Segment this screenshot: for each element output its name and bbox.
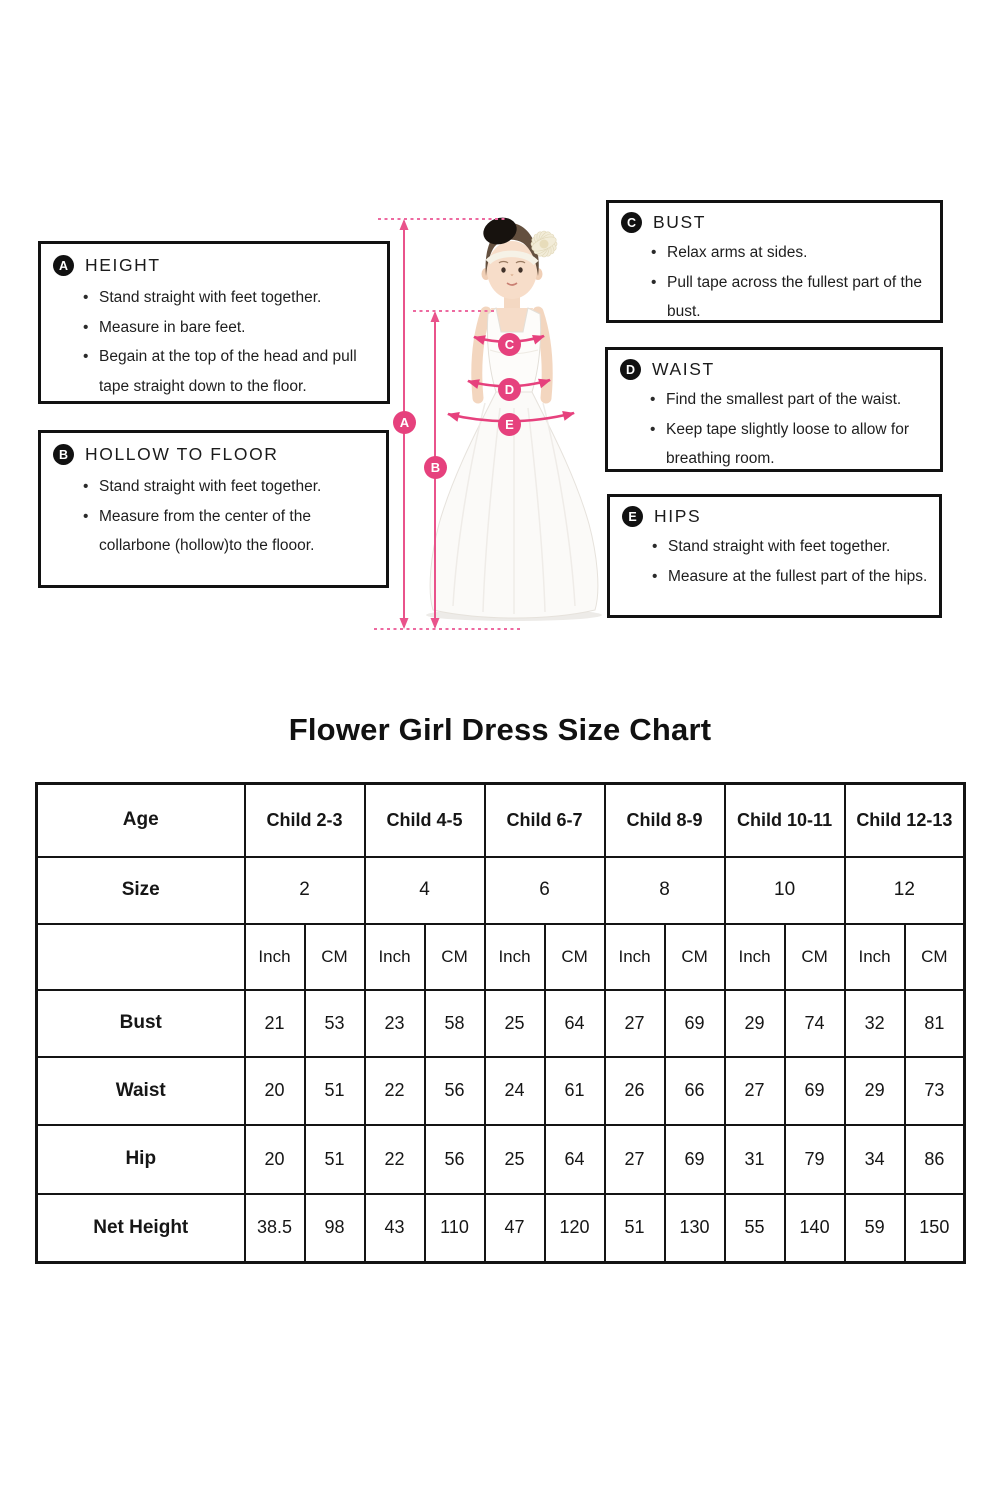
letter-c-badge: C xyxy=(621,212,642,233)
figure-marker-d: D xyxy=(498,378,521,401)
unit-cell: Inch xyxy=(605,924,665,990)
table-row xyxy=(37,1125,965,1194)
size-cell: 6 xyxy=(485,857,605,924)
measurement-value-cell: 69 xyxy=(665,990,725,1057)
measurement-value-cell: 56 xyxy=(425,1125,485,1194)
height-box-title-row xyxy=(53,255,379,276)
waist-box-title: WAIST xyxy=(652,359,715,379)
hollow-to-floor-instruction-box xyxy=(38,430,389,588)
measurement-value-cell: 51 xyxy=(305,1057,365,1125)
measurement-value-cell: 150 xyxy=(905,1194,965,1263)
measure-row-label: Hip xyxy=(37,1125,245,1194)
measurement-value-cell: 38.5 xyxy=(245,1194,305,1263)
age-group-cell: Child 2-3 xyxy=(245,784,365,857)
measurement-value-cell: 130 xyxy=(665,1194,725,1263)
age-group-cell: Child 10-11 xyxy=(725,784,845,857)
measurement-value-cell: 140 xyxy=(785,1194,845,1263)
measurement-value-cell: 24 xyxy=(485,1057,545,1125)
measurement-value-cell: 27 xyxy=(605,990,665,1057)
measurement-value-cell: 26 xyxy=(605,1057,665,1125)
measurement-value-cell: 61 xyxy=(545,1057,605,1125)
table-row xyxy=(37,784,965,857)
bullet-item: • Relax arms at sides. xyxy=(651,238,932,268)
figure-marker-a: A xyxy=(393,411,416,434)
measurement-value-cell: 69 xyxy=(665,1125,725,1194)
waist-box-title-row xyxy=(620,359,932,380)
measurement-value-cell: 23 xyxy=(365,990,425,1057)
table-row xyxy=(37,857,965,924)
empty-corner-cell xyxy=(37,924,245,990)
size-chart-title: Flower Girl Dress Size Chart xyxy=(288,712,712,747)
unit-cell: Inch xyxy=(485,924,545,990)
measurement-value-cell: 110 xyxy=(425,1194,485,1263)
unit-cell: Inch xyxy=(245,924,305,990)
figure-marker-e: E xyxy=(498,413,521,436)
measurement-value-cell: 22 xyxy=(365,1057,425,1125)
age-group-cell: Child 12-13 xyxy=(845,784,965,857)
bust-box-title-row xyxy=(621,212,932,233)
measurement-value-cell: 51 xyxy=(305,1125,365,1194)
measure-row-label: Waist xyxy=(37,1057,245,1125)
bullet-item: • Stand straight with feet together. xyxy=(83,472,378,502)
size-chart-table-body xyxy=(37,784,965,1263)
age-group-cell: Child 6-7 xyxy=(485,784,605,857)
letter-e-badge: E xyxy=(622,506,643,527)
letter-b-badge: B xyxy=(53,444,74,465)
hips-box-title-row xyxy=(622,506,931,527)
age-group-cell: Child 8-9 xyxy=(605,784,725,857)
table-row xyxy=(37,924,965,990)
measurement-value-cell: 34 xyxy=(845,1125,905,1194)
hollow-box-title-row xyxy=(53,444,378,465)
measurement-value-cell: 59 xyxy=(845,1194,905,1263)
unit-cell: CM xyxy=(425,924,485,990)
unit-cell: Inch xyxy=(365,924,425,990)
measurement-value-cell: 51 xyxy=(605,1194,665,1263)
letter-a-badge: A xyxy=(53,255,74,276)
measurement-value-cell: 25 xyxy=(485,1125,545,1194)
bullet-item: • Stand straight with feet together. xyxy=(83,283,379,313)
measurement-value-cell: 20 xyxy=(245,1057,305,1125)
unit-cell: Inch xyxy=(845,924,905,990)
height-instruction-box xyxy=(38,241,390,404)
bust-bullet-list xyxy=(651,238,932,327)
measurement-value-cell: 31 xyxy=(725,1125,785,1194)
size-chart-table xyxy=(35,782,966,1264)
bullet-item: • Keep tape slightly loose to allow for breathing room. xyxy=(650,415,932,474)
measurement-value-cell: 21 xyxy=(245,990,305,1057)
table-row xyxy=(37,1057,965,1125)
hollow-bullet-list xyxy=(83,472,378,561)
size-cell: 12 xyxy=(845,857,965,924)
size-cell: 2 xyxy=(245,857,365,924)
unit-cell: Inch xyxy=(725,924,785,990)
measurement-value-cell: 64 xyxy=(545,990,605,1057)
hips-bullet-list xyxy=(652,532,931,591)
bullet-item: • Measure in bare feet. xyxy=(83,313,379,343)
waist-instruction-box xyxy=(605,347,943,472)
measurement-value-cell: 27 xyxy=(605,1125,665,1194)
hollow-box-title: HOLLOW TO FLOOR xyxy=(85,444,279,464)
hips-box-title: HIPS xyxy=(654,506,702,526)
bullet-item: • Find the smallest part of the waist. xyxy=(650,385,932,415)
table-row xyxy=(37,990,965,1057)
measurement-value-cell: 43 xyxy=(365,1194,425,1263)
measurement-value-cell: 27 xyxy=(725,1057,785,1125)
size-cell: 10 xyxy=(725,857,845,924)
unit-cell: CM xyxy=(545,924,605,990)
bust-instruction-box xyxy=(606,200,943,323)
measurement-value-cell: 120 xyxy=(545,1194,605,1263)
figure-marker-c: C xyxy=(498,333,521,356)
measurement-value-cell: 22 xyxy=(365,1125,425,1194)
bullet-item: • Measure from the center of the collarbone (hollow)to the flooor. xyxy=(83,502,378,561)
measurement-value-cell: 74 xyxy=(785,990,845,1057)
measurement-value-cell: 53 xyxy=(305,990,365,1057)
measurement-value-cell: 20 xyxy=(245,1125,305,1194)
size-row-label: Size xyxy=(37,857,245,924)
letter-d-badge: D xyxy=(620,359,641,380)
measurement-value-cell: 56 xyxy=(425,1057,485,1125)
bullet-item: • Stand straight with feet together. xyxy=(652,532,931,562)
measurement-value-cell: 79 xyxy=(785,1125,845,1194)
unit-cell: CM xyxy=(305,924,365,990)
unit-cell: CM xyxy=(785,924,845,990)
height-bullet-list xyxy=(83,283,379,401)
table-row xyxy=(37,1194,965,1263)
measure-row-label: Bust xyxy=(37,990,245,1057)
hips-instruction-box xyxy=(607,494,942,618)
age-group-cell: Child 4-5 xyxy=(365,784,485,857)
measurement-value-cell: 58 xyxy=(425,990,485,1057)
measurement-value-cell: 66 xyxy=(665,1057,725,1125)
measurement-value-cell: 64 xyxy=(545,1125,605,1194)
bullet-item: • Measure at the fullest part of the hips. xyxy=(652,562,931,592)
measurement-value-cell: 47 xyxy=(485,1194,545,1263)
measurement-value-cell: 73 xyxy=(905,1057,965,1125)
measurement-value-cell: 32 xyxy=(845,990,905,1057)
measurement-value-cell: 98 xyxy=(305,1194,365,1263)
measurement-value-cell: 86 xyxy=(905,1125,965,1194)
age-row-label: Age xyxy=(37,784,245,857)
measure-row-label: Net Height xyxy=(37,1194,245,1263)
measurement-value-cell: 25 xyxy=(485,990,545,1057)
measurement-value-cell: 29 xyxy=(845,1057,905,1125)
measurement-value-cell: 55 xyxy=(725,1194,785,1263)
height-box-title: HEIGHT xyxy=(85,255,161,275)
bullet-item: • Begain at the top of the head and pull tape straight down to the floor. xyxy=(83,342,379,401)
measurement-value-cell: 29 xyxy=(725,990,785,1057)
bullet-item: • Pull tape across the fullest part of the bust. xyxy=(651,268,932,327)
figure-marker-b: B xyxy=(424,456,447,479)
measurement-value-cell: 69 xyxy=(785,1057,845,1125)
unit-cell: CM xyxy=(665,924,725,990)
bust-box-title: BUST xyxy=(653,212,707,232)
waist-bullet-list xyxy=(650,385,932,474)
unit-cell: CM xyxy=(905,924,965,990)
size-cell: 8 xyxy=(605,857,725,924)
size-cell: 4 xyxy=(365,857,485,924)
measurement-value-cell: 81 xyxy=(905,990,965,1057)
